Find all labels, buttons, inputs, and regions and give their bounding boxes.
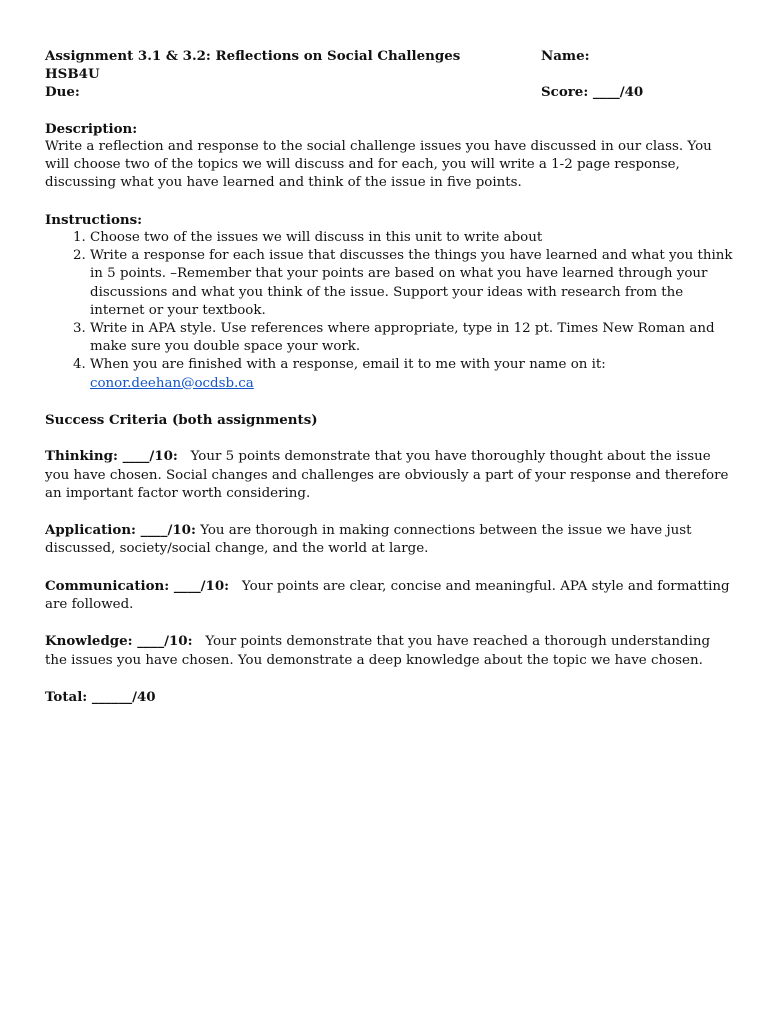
name-field-label: Name: xyxy=(541,48,590,64)
due-label: Due: xyxy=(45,84,80,101)
criterion-communication xyxy=(45,577,735,614)
assignment-title: Assignment 3.1 & 3.2: Reflections on Social Challenges xyxy=(45,48,461,64)
success-criteria-heading: Success Criteria (both assignments) xyxy=(45,412,318,429)
score-field: Score: ____/40 xyxy=(541,84,644,101)
criterion-text: Your points are clear, concise and meaningful. APA style and formatting are followed. xyxy=(45,578,730,612)
header-row-due xyxy=(45,83,735,101)
instructions-heading: Instructions: xyxy=(45,211,143,228)
criterion-text: Your 5 points demonstrate that you have thoroughly thought about the issue you have chosen. Social changes and challenges are obviously a part of your response and therefore an important factor worth considering. xyxy=(45,449,729,501)
course-code: HSB4U xyxy=(45,66,100,83)
email-link[interactable]: conor.deehan@ocdsb.ca xyxy=(90,375,254,391)
criterion-text: Your points demonstrate that you have reached a thorough understanding the issues you have chosen. You demonstrate a deep knowledge about the topic we have chosen. xyxy=(45,634,711,668)
criterion-text: You are thorough in making connections between the issue we have just discussed, society/social change, and the world at large. xyxy=(45,523,692,557)
instruction-item: 3. Write in APA style. Use references where appropriate, type in 12 pt. Times New Roman and make sure you double space your work. xyxy=(90,320,735,356)
criterion-label: Thinking: ____/10: xyxy=(45,448,178,465)
instruction-item: 4. When you are finished with a response, email it to me with your name on it: conor.deehan@ocdsb.ca xyxy=(90,356,735,392)
criterion-application xyxy=(45,521,735,558)
criterion-thinking xyxy=(45,447,735,503)
description-heading: Description: xyxy=(45,120,138,137)
header-row-title xyxy=(45,47,735,65)
total-score: Total: ______/40 xyxy=(45,688,156,705)
header-row-course xyxy=(45,65,735,83)
criterion-label: Communication: ____/10: xyxy=(45,577,230,594)
criterion-knowledge xyxy=(45,632,735,669)
instruction-item: 2. Write a response for each issue that discusses the things you have learned and what you think in 5 points. –Remember that your points are based on what you have learned through your discussions and what you think of the issue. Support your ideas with research from the internet or your textbook. xyxy=(90,247,735,320)
instruction-item: 1. Choose two of the issues we will discuss in this unit to write about xyxy=(90,229,735,247)
description-text: Write a reflection and response to the social challenge issues you have discussed in our class. You will choose two of the topics we will discuss and for each, you will write a 1-2 page response, discussing what you have learned and think of the issue in five points. xyxy=(45,139,712,191)
assignment-document xyxy=(45,47,735,706)
instructions-list xyxy=(45,229,735,393)
criterion-label: Application: ____/10: xyxy=(45,522,196,539)
criterion-label: Knowledge: ____/10: xyxy=(45,633,193,650)
